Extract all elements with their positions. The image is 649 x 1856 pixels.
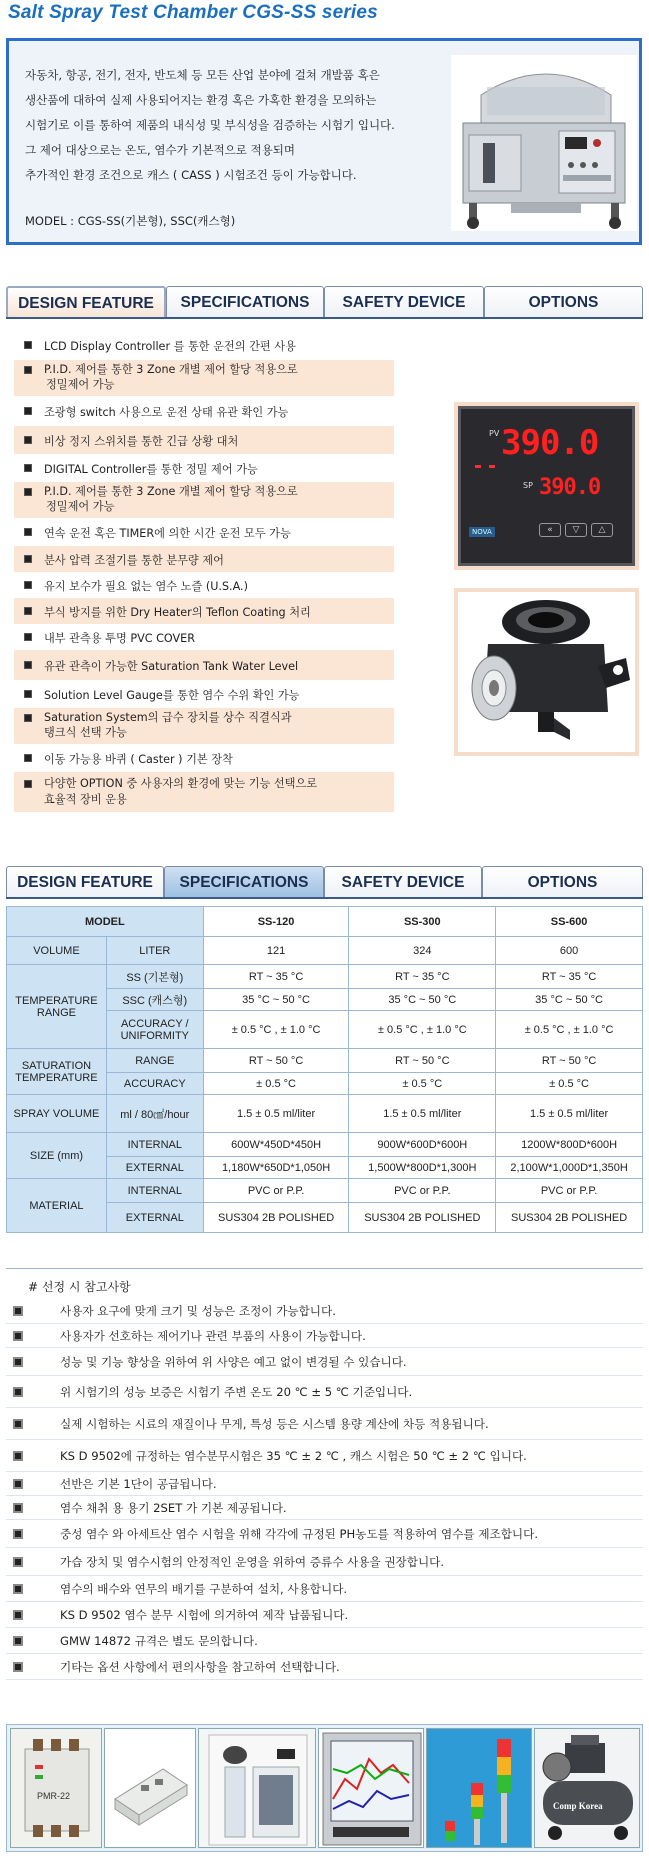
table-row <box>7 1049 643 1073</box>
table-row <box>7 965 643 989</box>
bullet-icon <box>24 714 32 722</box>
note-item: 가습 장치 및 염수시험의 안정적인 운영을 위하여 증류수 사용을 권장합니다. <box>6 1548 643 1576</box>
feature-item: Saturation System의 급수 장치를 상수 직결식과 탱크식 선택 가능 <box>14 708 394 744</box>
feature-item: 유지 보수가 필요 없는 염수 노즐 (U.S.A.) <box>14 572 394 598</box>
feature-item: 내부 관측용 투명 PVC COVER <box>14 624 394 650</box>
bullet-icon <box>13 1529 23 1539</box>
thumb-connector[interactable] <box>104 1728 196 1848</box>
intro-line: 추가적인 환경 조건으로 캐스 ( CASS ) 시험조건 등이 가능합니다. <box>25 168 357 182</box>
intro-line: 그 제어 대상으로는 온도, 염수가 기본적으로 적용되며 <box>25 143 295 157</box>
feature-item: 연속 운전 혹은 TIMER에 의한 시간 운전 모두 가능 <box>14 518 394 546</box>
note-item: 위 시험기의 성능 보증은 시험기 주변 온도 20 ℃ ± 5 ℃ 기준입니다. <box>6 1376 643 1408</box>
controller-face <box>458 406 635 566</box>
bullet-icon <box>24 407 32 415</box>
bullet-icon <box>13 1306 23 1316</box>
model-ss-120: SS-120 <box>203 907 349 937</box>
note-item: 기타는 옵션 사항에서 편의사항을 참고하여 선택합니다. <box>6 1654 643 1680</box>
accuracy-uniformity-label: ACCURACY / UNIFORMITY <box>106 1011 203 1049</box>
intro-line: 생산품에 대하여 실제 사용되어지는 환경 혹은 가혹한 환경을 모의하는 <box>25 93 377 107</box>
bullet-icon <box>24 366 32 374</box>
model-ss-600: SS-600 <box>496 907 643 937</box>
table-cell: 1.5 ± 0.5 ml/liter <box>349 1095 496 1133</box>
feature-item: DIGITAL Controller를 통한 정밀 제어 가능 <box>14 454 394 482</box>
bullet-icon <box>24 607 32 615</box>
table-cell: ± 0.5 °C <box>203 1073 349 1095</box>
bullet-icon <box>13 1419 23 1429</box>
table-cell: PVC or P.P. <box>496 1179 643 1203</box>
volume-label: VOLUME <box>7 937 107 965</box>
bullet-icon <box>24 341 32 349</box>
notes-divider <box>6 1268 643 1269</box>
external-label: EXTERNAL <box>106 1203 203 1233</box>
up-arrow-button-icon: △ <box>591 523 613 537</box>
bullet-icon <box>13 1479 23 1489</box>
digital-controller-image <box>454 402 639 570</box>
bullet-icon <box>24 528 32 536</box>
table-cell: RT ~ 35 °C <box>203 965 349 989</box>
table-cell: 2,100W*1,000D*1,350H <box>496 1157 643 1179</box>
saturation-temperature-label: SATURATION TEMPERATURE <box>7 1049 107 1095</box>
feature-item: 이동 가능용 바퀴 ( Caster ) 기본 장착 <box>14 744 394 772</box>
external-label: EXTERNAL <box>106 1157 203 1179</box>
table-row <box>7 1095 643 1133</box>
ss-label: SS (기본형) <box>106 965 203 989</box>
led-indicator <box>489 465 495 468</box>
bullet-icon <box>13 1331 23 1341</box>
notes-title: # 선정 시 참고사항 <box>28 1280 131 1294</box>
bullet-icon <box>24 464 32 472</box>
model-header: MODEL <box>7 907 204 937</box>
connector-image <box>105 1729 196 1848</box>
note-item: 선반은 기본 1단이 공급됩니다. <box>6 1472 643 1496</box>
note-item: 염수의 배수와 연무의 배기를 구분하여 설치, 사용합니다. <box>6 1576 643 1602</box>
temperature-range-label: TEMPERATURE RANGE <box>7 965 107 1049</box>
signal-tower-image <box>427 1729 532 1848</box>
salt-spray-chamber-image <box>451 55 637 231</box>
thumb-relay[interactable] <box>10 1728 102 1848</box>
feature-list <box>14 330 394 812</box>
led-indicator <box>475 465 481 468</box>
note-item: 염수 채취 용 용기 2SET 가 기본 제공됩니다. <box>6 1496 643 1520</box>
table-row <box>7 937 643 965</box>
table-cell: RT ~ 50 °C <box>496 1049 643 1073</box>
table-cell: 1,500W*800D*1,300H <box>349 1157 496 1179</box>
table-cell: SUS304 2B POLISHED <box>203 1203 349 1233</box>
bullet-icon <box>13 1451 23 1461</box>
model-line: MODEL : CGS-SS(기본형), SSC(캐스형) <box>25 214 236 228</box>
table-cell: 324 <box>349 937 496 965</box>
tab-options[interactable]: OPTIONS <box>482 866 643 897</box>
bullet-icon <box>13 1610 23 1620</box>
model-ss-300: SS-300 <box>349 907 496 937</box>
tab-bar-specifications <box>6 866 643 899</box>
spray-nozzle-image <box>454 588 639 756</box>
feature-item: 유관 관측이 가능한 Saturation Tank Water Level <box>14 650 394 680</box>
air-compressor-image <box>535 1729 640 1848</box>
note-item: 사용자가 선호하는 제어기나 관련 부품의 사용이 가능합니다. <box>6 1324 643 1348</box>
compressor-label: Comp Korea <box>553 1801 603 1811</box>
pv-value: 390.0 <box>501 423 599 463</box>
table-cell: RT ~ 35 °C <box>349 965 496 989</box>
spray-unit-label: ml / 80㎠/hour <box>106 1095 203 1133</box>
bullet-icon <box>24 661 32 669</box>
table-cell: RT ~ 50 °C <box>349 1049 496 1073</box>
tab-design-feature[interactable]: DESIGN FEATURE <box>6 866 164 897</box>
thumb-signal-tower[interactable] <box>426 1728 532 1848</box>
table-cell: 600 <box>496 937 643 965</box>
note-item: KS D 9502에 규정하는 염수분무시험은 35 ℃ ± 2 ℃ , 캐스 시험은 50 ℃ ± 2 ℃ 입니다. <box>6 1440 643 1472</box>
table-cell: 600W*450D*450H <box>203 1133 349 1157</box>
table-cell: ± 0.5 °C , ± 1.0 °C <box>203 1011 349 1049</box>
table-row <box>7 1133 643 1157</box>
bullet-icon <box>24 780 32 788</box>
thumb-chart-recorder[interactable] <box>318 1728 424 1848</box>
tab-options[interactable]: OPTIONS <box>484 286 643 317</box>
internal-label: INTERNAL <box>106 1179 203 1203</box>
table-cell: 35 °C ~ 50 °C <box>349 989 496 1011</box>
feature-item: 분사 압력 조절기를 통한 분무량 제어 <box>14 546 394 572</box>
bullet-icon <box>13 1387 23 1397</box>
sp-value: 390.0 <box>539 475 601 500</box>
intro-line: 시험기로 이를 통하여 제품의 내식성 및 부식성을 검증하는 시험기 입니다. <box>25 118 395 132</box>
table-cell: 1.5 ± 0.5 ml/liter <box>203 1095 349 1133</box>
specifications-table <box>6 906 643 1233</box>
bullet-icon <box>24 581 32 589</box>
bullet-icon <box>13 1636 23 1646</box>
table-cell: 35 °C ~ 50 °C <box>496 989 643 1011</box>
table-cell: ± 0.5 °C <box>496 1073 643 1095</box>
pv-label: PV <box>489 429 500 438</box>
table-cell: PVC or P.P. <box>349 1179 496 1203</box>
table-cell: PVC or P.P. <box>203 1179 349 1203</box>
table-cell: RT ~ 50 °C <box>203 1049 349 1073</box>
feature-item: P.I.D. 제어를 통한 3 Zone 개별 제어 할당 적용으로 정밀제어 가능 <box>14 360 394 396</box>
chart-recorder-image <box>319 1729 424 1848</box>
bullet-icon <box>13 1503 23 1513</box>
tab-specifications[interactable]: SPECIFICATIONS <box>164 866 324 897</box>
bullet-icon <box>24 436 32 444</box>
feature-item: 부식 방지를 위한 Dry Heater의 Teflon Coating 처리 <box>14 598 394 624</box>
thumb-air-compressor[interactable] <box>534 1728 640 1848</box>
note-item: 중성 염수 와 아세트산 염수 시험을 위해 각각에 규정된 PH농도를 적용하여 염수를 제조합니다. <box>6 1520 643 1548</box>
left-arrow-button-icon: « <box>539 523 561 537</box>
relay-image <box>11 1729 102 1848</box>
table-cell: 1200W*800D*600H <box>496 1133 643 1157</box>
note-item: GMW 14872 규격은 별도 문의합니다. <box>6 1628 643 1654</box>
table-cell: ± 0.5 °C , ± 1.0 °C <box>496 1011 643 1049</box>
bullet-icon <box>13 1357 23 1367</box>
table-cell: SUS304 2B POLISHED <box>496 1203 643 1233</box>
table-cell: ± 0.5 °C <box>349 1073 496 1095</box>
down-arrow-button-icon: ▽ <box>565 523 587 537</box>
note-item: 성능 및 기능 향상을 위하여 위 사양은 예고 없이 변경될 수 있습니다. <box>6 1348 643 1376</box>
table-header-row <box>7 907 643 937</box>
bullet-icon <box>24 690 32 698</box>
material-label: MATERIAL <box>7 1179 107 1233</box>
liter-label: LITER <box>106 937 203 965</box>
feature-item: LCD Display Controller 를 통한 운전의 간편 사용 <box>14 330 394 360</box>
table-cell: 35 °C ~ 50 °C <box>203 989 349 1011</box>
size-label: SIZE (mm) <box>7 1133 107 1179</box>
bullet-icon <box>13 1584 23 1594</box>
intro-line: 자동차, 항공, 전기, 전자, 반도체 등 모든 산업 분야에 걸쳐 개발품 혹은 <box>25 68 380 82</box>
note-item: KS D 9502 염수 분무 시험에 의거하여 제작 납품됩니다. <box>6 1602 643 1628</box>
sp-label: SP <box>523 481 533 490</box>
tab-safety-device[interactable]: SAFETY DEVICE <box>324 286 484 317</box>
note-item: 사용자 요구에 맞게 크기 및 성능은 조정이 가능합니다. <box>6 1298 643 1324</box>
table-cell: 1.5 ± 0.5 ml/liter <box>496 1095 643 1133</box>
tab-design-feature[interactable]: DESIGN FEATURE <box>6 286 166 317</box>
table-cell: SUS304 2B POLISHED <box>349 1203 496 1233</box>
intro-text <box>25 63 465 188</box>
note-item: 실제 시험하는 시료의 재질이나 무게, 특성 등은 시스템 용량 계산에 차등 적용됩니다. <box>6 1408 643 1440</box>
spray-volume-label: SPRAY VOLUME <box>7 1095 107 1133</box>
nozzle-drawing <box>458 592 635 752</box>
table-cell: 1,180W*650D*1,050H <box>203 1157 349 1179</box>
table-cell: 121 <box>203 937 349 965</box>
internal-label: INTERNAL <box>106 1133 203 1157</box>
relay-label: PMR-22 <box>37 1791 71 1801</box>
feature-item: 비상 정지 스위치를 통한 긴급 상황 대처 <box>14 426 394 454</box>
table-row <box>7 1179 643 1203</box>
tab-specifications[interactable]: SPECIFICATIONS <box>166 286 324 317</box>
options-thumbnail-strip <box>6 1724 643 1852</box>
table-cell: RT ~ 35 °C <box>496 965 643 989</box>
page-title: Salt Spray Test Chamber CGS-SS series <box>8 2 378 23</box>
feature-item: P.I.D. 제어를 통한 3 Zone 개별 제어 할당 적용으로 정밀제어 가능 <box>14 482 394 518</box>
feature-item: 다양한 OPTION 중 사용자의 환경에 맞는 기능 선택으로 효율적 장비 운용 <box>14 772 394 812</box>
water-tank-image <box>199 1729 316 1848</box>
feature-item: Solution Level Gauge를 통한 염수 수위 확인 가능 <box>14 680 394 708</box>
table-cell: ± 0.5 °C , ± 1.0 °C <box>349 1011 496 1049</box>
bullet-icon <box>13 1557 23 1567</box>
bullet-icon <box>24 633 32 641</box>
ssc-label: SSC (캐스형) <box>106 989 203 1011</box>
bullet-icon <box>13 1662 23 1672</box>
intro-box <box>6 38 642 245</box>
bullet-icon <box>24 754 32 762</box>
feature-item: 조광형 switch 사용으로 운전 상태 유관 확인 가능 <box>14 396 394 426</box>
table-cell: 900W*600D*600H <box>349 1133 496 1157</box>
tab-safety-device[interactable]: SAFETY DEVICE <box>324 866 482 897</box>
tab-bar-design <box>6 286 643 319</box>
range-label: RANGE <box>106 1049 203 1073</box>
thumb-water-tank[interactable] <box>198 1728 316 1848</box>
bullet-icon <box>24 555 32 563</box>
bullet-icon <box>24 488 32 496</box>
nova-brand-label: NOVA <box>469 527 495 537</box>
accuracy-label: ACCURACY <box>106 1073 203 1095</box>
